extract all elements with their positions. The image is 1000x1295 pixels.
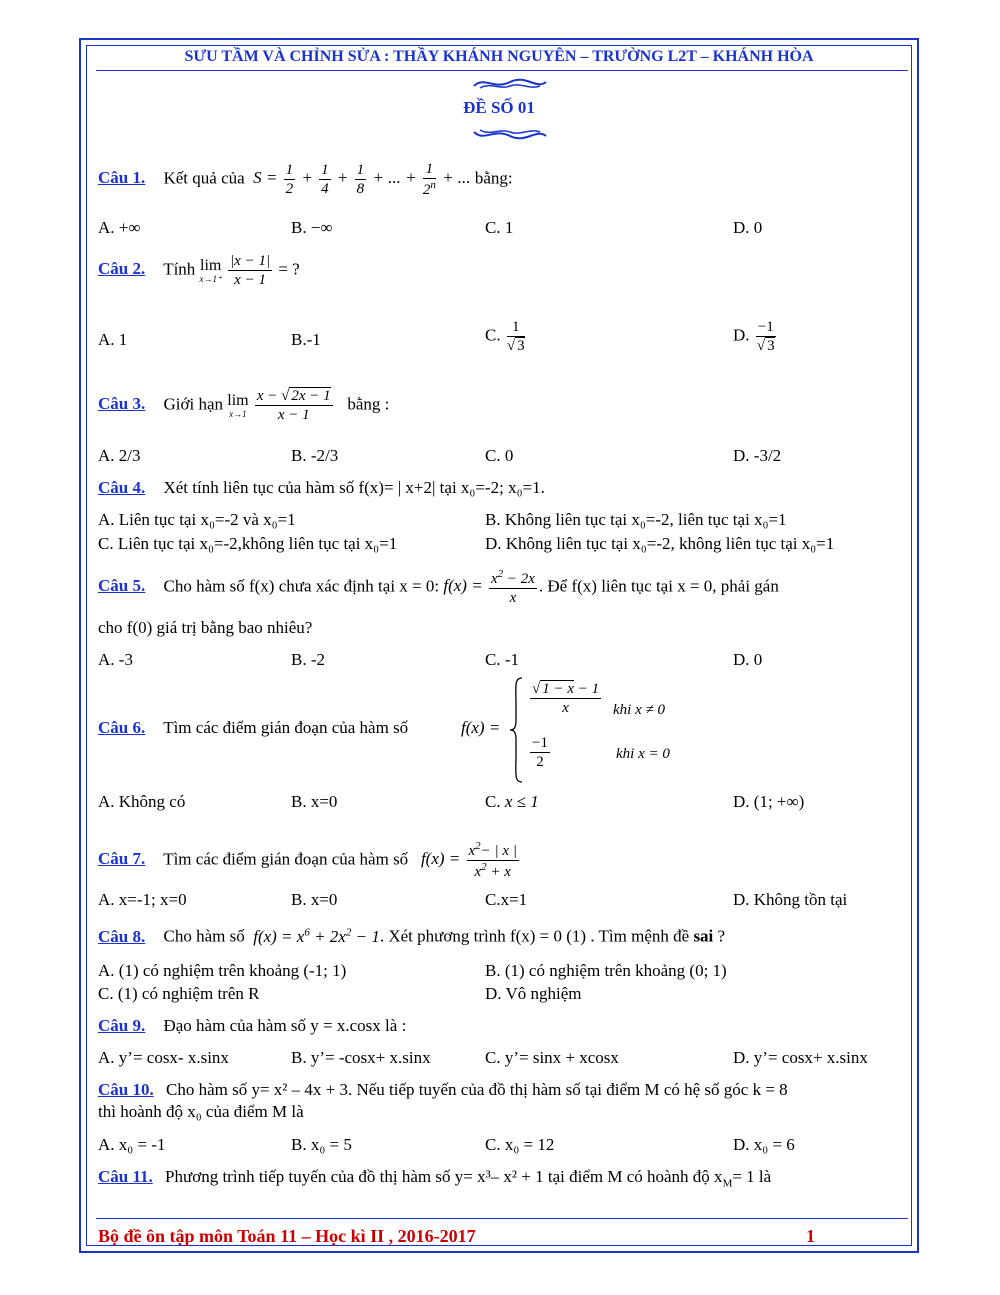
answer-b[interactable]: B. Không liên tục tại x₀=-2, liên tục tại x₀=1 bbox=[485, 510, 787, 529]
answer-b[interactable]: B. -2 bbox=[291, 650, 325, 669]
answer-a[interactable]: A. x=-1; x=0 bbox=[98, 890, 187, 909]
answer-b[interactable]: B. y’= -cosx+ x.sinx bbox=[291, 1048, 431, 1067]
question-number: Câu 11. bbox=[98, 1167, 153, 1186]
question-number: Câu 5. bbox=[98, 576, 146, 596]
answer-d[interactable]: D. Không tồn tại bbox=[733, 890, 848, 909]
answer-c[interactable]: C. x ≤ 1 bbox=[485, 792, 539, 811]
question-text: Cho hàm số f(x) chưa xác định tại x = 0: bbox=[163, 576, 440, 596]
question-text: Tìm các điểm gián đoạn của hàm số bbox=[163, 718, 409, 737]
question-tail: . Xét phương trình f(x) = 0 (1) . Tìm mệnh đề bbox=[379, 926, 690, 946]
question-5-line-2: cho f(0) giá trị bằng bao nhiêu? bbox=[98, 618, 313, 637]
answer-d[interactable]: D. Không liên tục tại x₀=-2, không liên tục tại x₀=1 bbox=[485, 534, 835, 553]
answer-b[interactable]: B. −∞ bbox=[291, 218, 333, 237]
answer-a[interactable]: A. x₀ = -1 bbox=[98, 1135, 166, 1154]
page-number: 1 bbox=[806, 1226, 815, 1246]
question-text: Xét tính liên tục của hàm số f(x)= | x+2| tại x₀=-2; x₀=1. bbox=[163, 478, 545, 497]
footer-divider bbox=[96, 1218, 908, 1219]
piecewise-formula: $\frac{√ 1 - x - 1}{x}$ khi x ≠ 0 $\frac{-1}{2}$ khi x = 0 bbox=[508, 676, 708, 786]
answer-c[interactable]: C. 0 bbox=[485, 446, 514, 465]
question-6 bbox=[98, 718, 408, 738]
answer-a[interactable]: A. (1) có nghiệm trên khoảng (-1; 1) bbox=[98, 961, 347, 980]
question-number: Câu 6. bbox=[98, 718, 146, 737]
answer-a[interactable]: A. 1 bbox=[98, 330, 128, 349]
exam-title: ĐỀ SỐ 01 bbox=[463, 98, 535, 117]
question-number: Câu 10. bbox=[98, 1080, 154, 1099]
question-tail: bằng : bbox=[347, 394, 390, 414]
brace-icon bbox=[508, 676, 524, 784]
answer-d[interactable]: D. Vô nghiệm bbox=[485, 984, 582, 1003]
answer-c[interactable]: C. 1 bbox=[485, 218, 514, 237]
answer-b[interactable]: B.-1 bbox=[291, 330, 321, 349]
answer-b[interactable]: B. x=0 bbox=[291, 890, 338, 909]
question-10 bbox=[98, 1080, 788, 1100]
question-tail: . Để f(x) liên tục tại x = 0, phải gán bbox=[538, 576, 779, 596]
question-11 bbox=[98, 1167, 771, 1189]
answer-c[interactable]: C. -1 bbox=[485, 650, 519, 669]
question-number: Câu 7. bbox=[98, 849, 146, 869]
answer-c[interactable]: C. $\frac{1}{√ 3}$ bbox=[485, 319, 525, 354]
question-number: Câu 3. bbox=[98, 394, 146, 414]
ornament-bottom-icon bbox=[470, 126, 550, 142]
emphasis-word: sai bbox=[693, 926, 714, 946]
answer-b[interactable]: B. x₀ = 5 bbox=[291, 1135, 352, 1154]
question-number: Câu 1. bbox=[98, 168, 146, 188]
answer-d[interactable]: D. -3/2 bbox=[733, 446, 782, 465]
answer-d[interactable]: D. (1; +∞) bbox=[733, 792, 805, 811]
answer-b[interactable]: B. -2/3 bbox=[291, 446, 339, 465]
question-2 bbox=[98, 252, 300, 289]
answer-d[interactable]: D. $\frac{-1}{√ 3}$ bbox=[733, 319, 775, 354]
question-end: ? bbox=[713, 926, 726, 946]
answer-c[interactable]: C. Liên tục tại x₀=-2,không liên tục tại x₀=1 bbox=[98, 534, 398, 553]
question-1 bbox=[98, 160, 513, 199]
ornament-top-icon bbox=[470, 76, 550, 92]
question-number: Câu 2. bbox=[98, 259, 146, 279]
question-8 bbox=[98, 926, 725, 947]
question-text: Cho hàm số y= x² – 4x + 3. Nếu tiếp tuyến của đồ thị hàm số tại điểm M có hệ số góc k = 8 bbox=[165, 1080, 788, 1099]
question-number: Câu 9. bbox=[98, 1016, 146, 1035]
answer-c[interactable]: C. (1) có nghiệm trên R bbox=[98, 984, 260, 1003]
question-9 bbox=[98, 1016, 406, 1036]
answer-d[interactable]: D. 0 bbox=[733, 218, 763, 237]
formula-f: $f(x) = x^6 + 2x^2 - 1$ bbox=[248, 926, 380, 946]
answer-a[interactable]: A. Liên tục tại x₀=-2 và x₀=1 bbox=[98, 510, 296, 529]
answer-b[interactable]: B. x=0 bbox=[291, 792, 338, 811]
question-4 bbox=[98, 478, 545, 498]
formula-s: S = $\frac{1}{2}$ + $\frac{1}{4}$ + $\frac{1}{8}$ + ... + $\frac{1}{2^n}$ + ... bbox=[248, 161, 471, 198]
limit-symbol: lim x→1⁺ bbox=[199, 257, 222, 284]
question-text: Tìm các điểm gián đoạn của hàm số bbox=[163, 849, 409, 869]
question-10-line-2: thì hoành độ x₀ của điểm M là bbox=[98, 1102, 304, 1121]
answer-a[interactable]: A. Không có bbox=[98, 792, 186, 811]
footer-text: Bộ đề ôn tập môn Toán 11 – Học kì II , 2016-2017 bbox=[98, 1226, 476, 1246]
question-3 bbox=[98, 387, 389, 424]
limit-symbol: lim x→1 bbox=[227, 392, 249, 419]
answer-d[interactable]: D. y’= cosx+ x.sinx bbox=[733, 1048, 868, 1067]
subscript: M bbox=[722, 1177, 733, 1190]
answer-a[interactable]: A. -3 bbox=[98, 650, 133, 669]
question-text: Giới hạn bbox=[163, 394, 223, 414]
formula-f: f(x) = $\frac{x^2- | x |}{x^2 + x}$ bbox=[412, 840, 517, 880]
question-tail: = ? bbox=[278, 259, 300, 279]
question-5 bbox=[98, 568, 779, 607]
question-7 bbox=[98, 840, 521, 881]
formula-f-label: f(x) = bbox=[461, 718, 501, 737]
header-divider bbox=[96, 70, 908, 71]
answer-c[interactable]: C.x=1 bbox=[485, 890, 528, 909]
question-text: Đạo hàm của hàm số y = x.cosx là : bbox=[163, 1016, 407, 1035]
answer-a[interactable]: A. +∞ bbox=[98, 218, 141, 237]
question-text: Cho hàm số bbox=[163, 926, 245, 946]
answer-a[interactable]: A. 2/3 bbox=[98, 446, 141, 465]
page-header: SƯU TẦM VÀ CHỈNH SỬA : THẦY KHÁNH NGUYÊN – TRƯỜNG L2T – KHÁNH HÒA bbox=[184, 48, 814, 65]
question-text: Phương trình tiếp tuyến của đồ thị hàm số y= x³– x² + 1 tại điểm M có hoành độ x bbox=[165, 1167, 723, 1186]
question-tail: = 1 là bbox=[732, 1167, 772, 1186]
answer-c[interactable]: C. x₀ = 12 bbox=[485, 1135, 555, 1154]
answer-d[interactable]: D. 0 bbox=[733, 650, 763, 669]
question-number: Câu 8. bbox=[98, 926, 146, 946]
answer-c[interactable]: C. y’= sinx + xcosx bbox=[485, 1048, 619, 1067]
answer-d[interactable]: D. x₀ = 6 bbox=[733, 1135, 795, 1154]
answer-a[interactable]: A. y’= cosx- x.sinx bbox=[98, 1048, 229, 1067]
formula-fraction: $\frac{x - √ 2x - 1}{x - 1}$ bbox=[256, 388, 331, 423]
answer-b[interactable]: B. (1) có nghiệm trên khoảng (0; 1) bbox=[485, 961, 727, 980]
question-number: Câu 4. bbox=[98, 478, 146, 497]
question-tail: bằng: bbox=[474, 168, 513, 188]
question-text: Tính bbox=[163, 259, 196, 279]
formula-f: f(x) = $\frac{x^2 - 2x}{x}$ bbox=[443, 568, 535, 606]
formula-fraction: $\frac{|x - 1|}{x - 1}$ bbox=[230, 253, 271, 288]
question-text: Kết quả của bbox=[163, 168, 245, 188]
